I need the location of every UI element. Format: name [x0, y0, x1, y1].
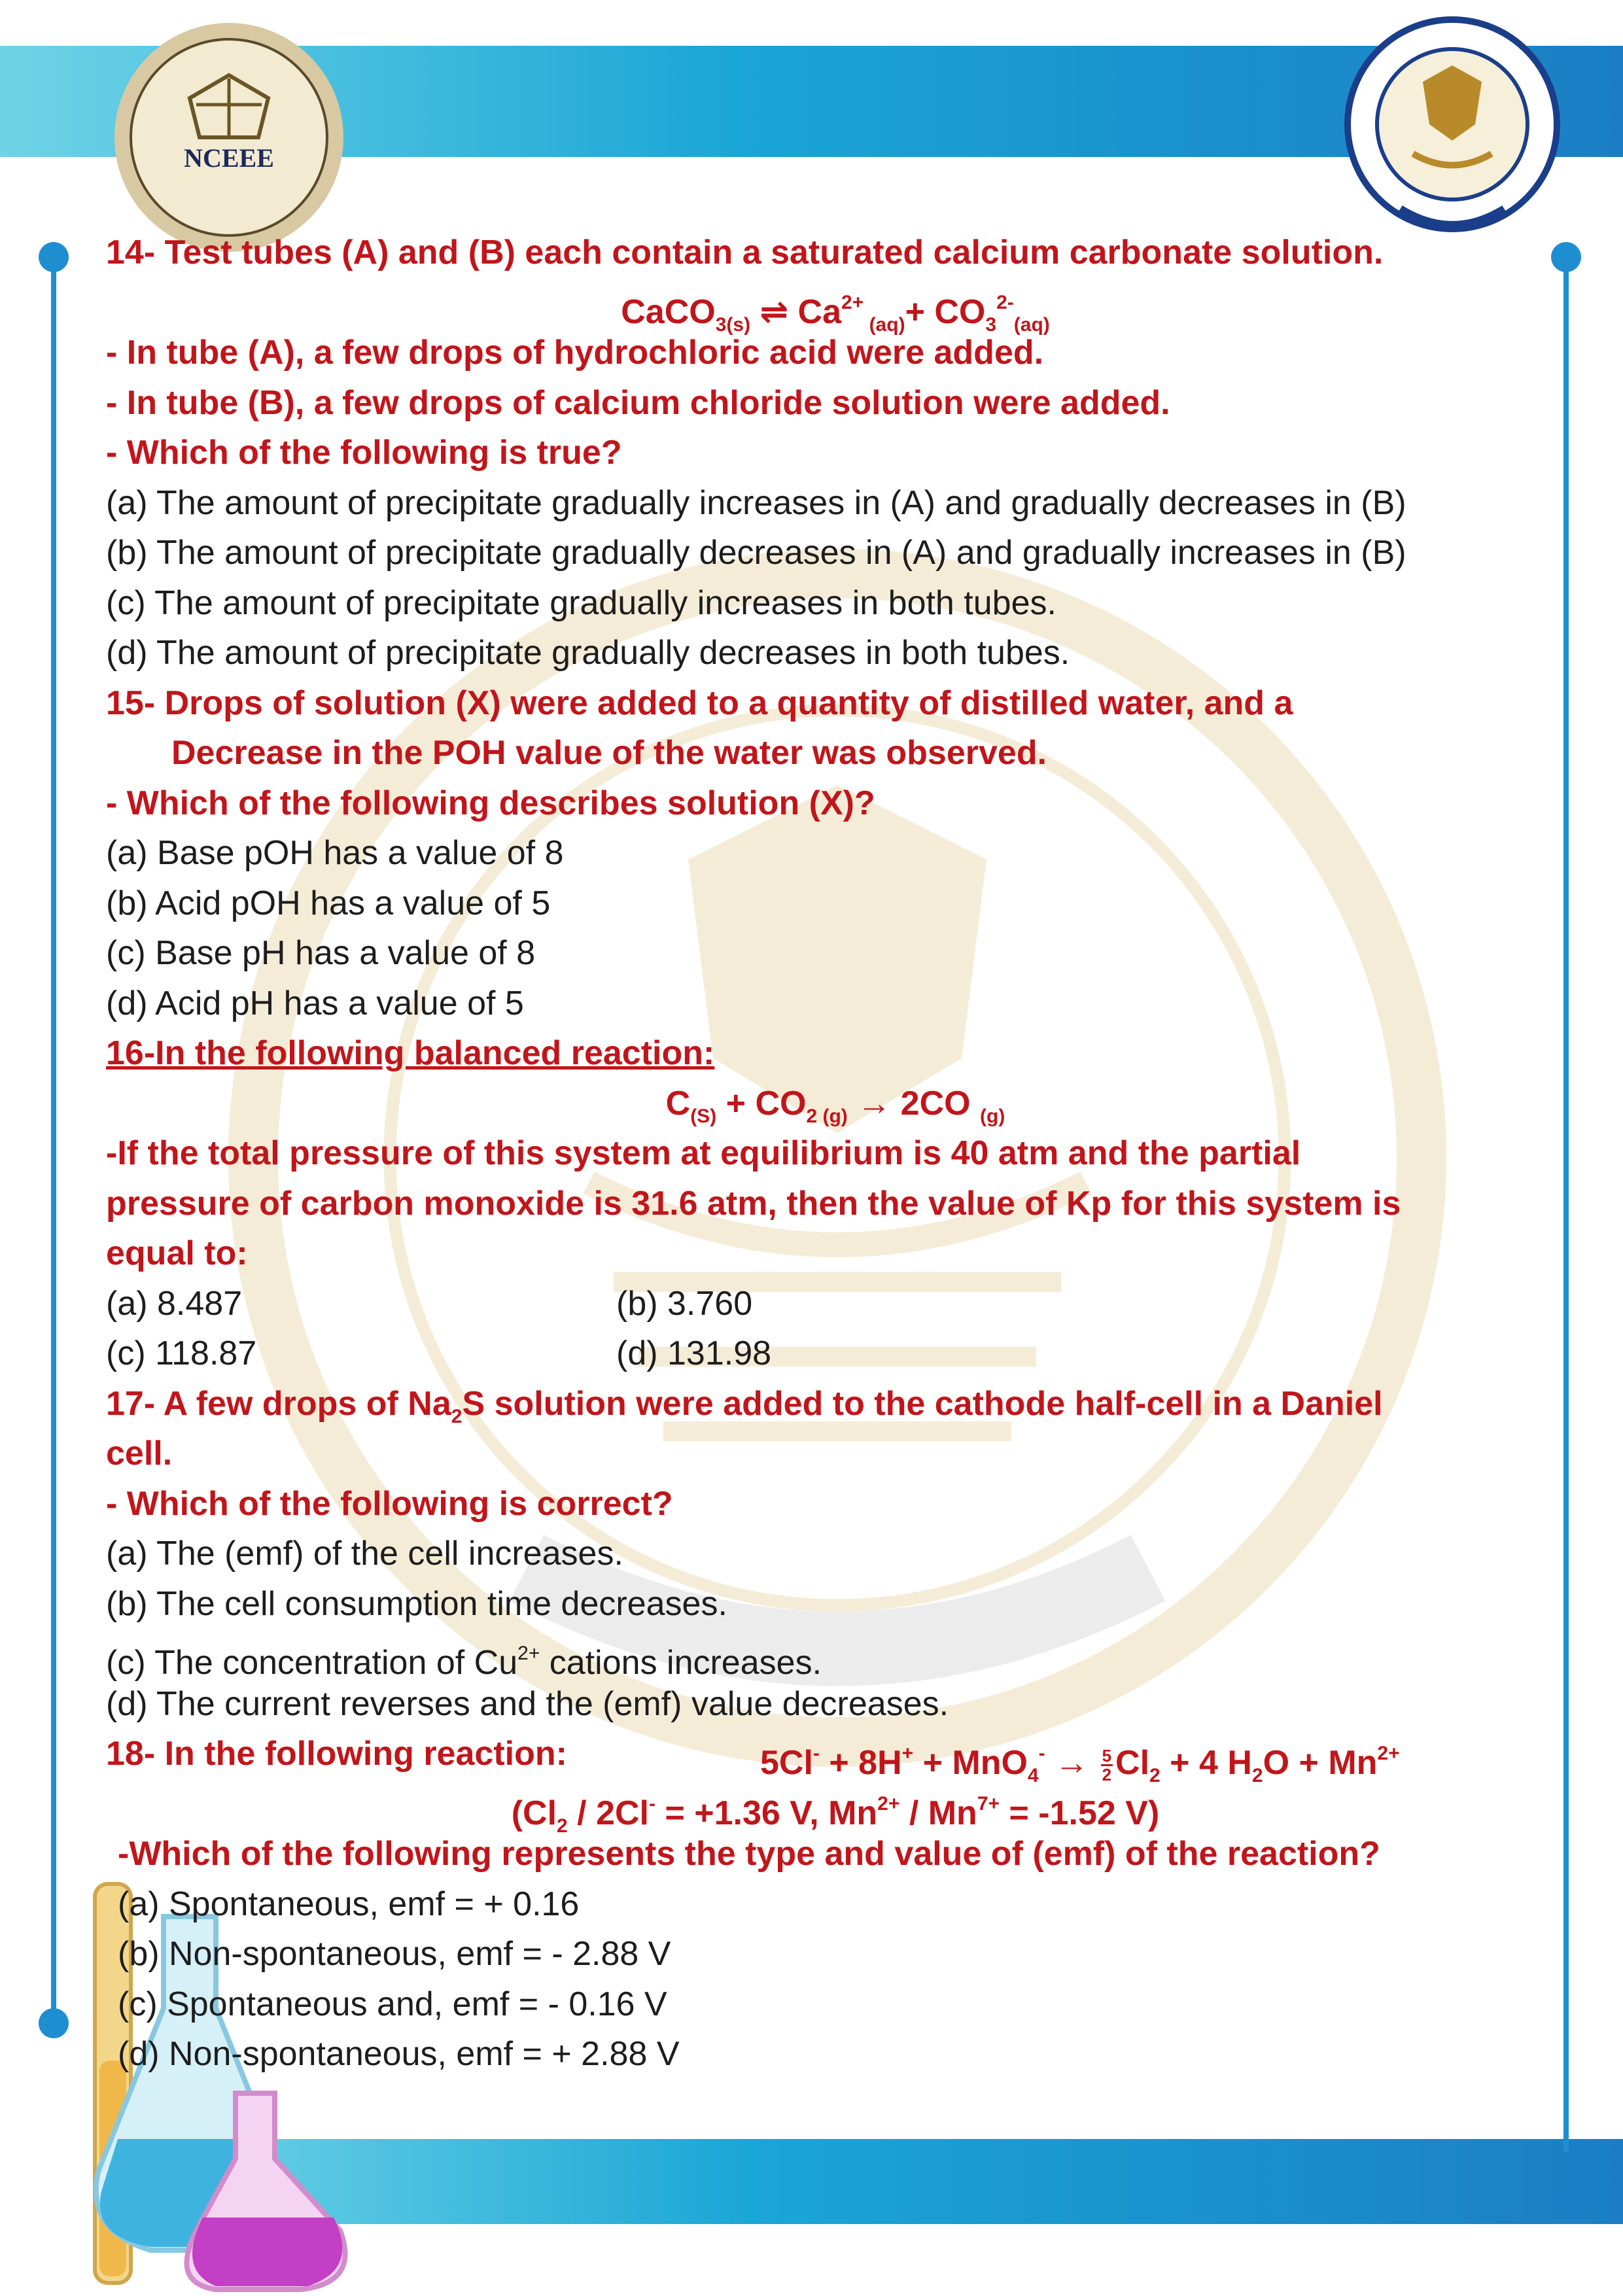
- question-14-option-d: (d) The amount of precipitate gradually decreases in both tubes.: [106, 634, 1070, 672]
- nceee-logo: [105, 13, 353, 262]
- question-16-option-b: (b) 3.760: [616, 1284, 753, 1323]
- question-18-option-b: (b) Non-spontaneous, emf = - 2.88 V: [118, 1935, 671, 1973]
- question-15-option-d: (d) Acid pH has a value of 5: [106, 984, 524, 1022]
- question-18-option-d: (d) Non-spontaneous, emf = + 2.88 V: [118, 2035, 680, 2073]
- question-16-option-d: (d) 131.98: [616, 1334, 772, 1372]
- svg-text:NCEEE: NCEEE: [184, 143, 274, 173]
- question-14-option-a: (a) The amount of precipitate gradually increases in (A) and gradually decreases in (B): [106, 483, 1406, 522]
- question-15-option-c: (c) Base pH has a value of 8: [106, 934, 536, 972]
- exam-questions: [106, 228, 1565, 2079]
- question-14-option-c: (c) The amount of precipitate gradually increases in both tubes.: [106, 583, 1056, 622]
- question-18-equation: 5Cl- + 8H+ + MnO$_4$- → $\frac{5}{2}$ $Cl_2 + 4$ $H_2O + Mn^{2+}$: [760, 1743, 1400, 1786]
- question-17-prompt: - Which of the following is correct?: [106, 1484, 673, 1523]
- question-18-option-c: (c) Spontaneous and, emf = - 0.16 V: [118, 1985, 667, 2023]
- question-16-title: 16-In the following balanced reaction:: [106, 1034, 715, 1072]
- question-18-option-a: (a) Spontaneous, emf = + 0.16: [118, 1885, 580, 1923]
- question-16-options-row: [106, 1279, 1565, 1329]
- question-15-option-b: (b) Acid pOH has a value of 5: [106, 884, 551, 922]
- rail-dot: [39, 242, 69, 272]
- question-14-title: 14- Test tubes (A) and (B) each contain a saturated calcium carbonate solution.: [106, 234, 1384, 271]
- ministry-logo: [1302, 13, 1577, 249]
- question-16-equation: $C_{(S)} + CO_{2 (g)} \to 2CO$ $_{(g)}$: [665, 1084, 1005, 1127]
- question-14-line: - In tube (B), a few drops of calcium chloride solution were added.: [106, 383, 1170, 422]
- question-17-title-cont: cell.: [106, 1435, 173, 1472]
- question-15-prompt: - Which of the following describes solution (X)?: [106, 784, 875, 822]
- question-15-title: 15- Drops of solution (X) were added to a quantity of distilled water, and a: [106, 684, 1293, 722]
- question-17-title: 17- A few drops of $Na_2S$ solution were added to the cathode half-cell in a Daniel: [106, 1384, 1383, 1427]
- question-18-title-row: [106, 1729, 1565, 1786]
- question-14-option-b: (b) The amount of precipitate gradually decreases in (A) and gradually increases in (B): [106, 534, 1406, 572]
- question-16-option-a: (a) 8.487: [106, 1284, 243, 1323]
- question-15-title-cont: Decrease in the POH value of the water was observed.: [171, 734, 1047, 772]
- left-rail: [51, 255, 56, 2021]
- question-17-option-d: (d) The current reverses and the (emf) value decreases.: [106, 1684, 949, 1723]
- question-14-equation: CaCO$_{3(s)}$ ⇌ $Ca^{2+}$ $_{(aq)}+ CO_3^{2-}_{(aq)}$: [621, 291, 1050, 336]
- question-16-line: pressure of carbon monoxide is 31.6 atm, then the value of Kp for this system is: [106, 1184, 1401, 1223]
- question-17-option-a: (a) The (emf) of the cell increases.: [106, 1535, 623, 1573]
- question-16-options-row: [106, 1329, 1565, 1379]
- question-14-prompt: - Which of the following is true?: [106, 434, 622, 472]
- question-17-option-b: (b) The cell consumption time decreases.: [106, 1584, 727, 1623]
- question-18-prompt: -Which of the following represents the type and value of (emf) of the reaction?: [118, 1835, 1380, 1873]
- question-18-title: 18- In the following reaction:: [106, 1735, 567, 1773]
- question-14-line: - In tube (A), a few drops of hydrochloric acid were added.: [106, 334, 1044, 372]
- question-16-line: equal to:: [106, 1234, 248, 1272]
- question-15-option-a: (a) Base pOH has a value of 8: [106, 834, 564, 872]
- question-18-potentials: ($Cl_2 / 2Cl^- = +1.36$ V, $Mn^{2+} / Mn^{7+} = -1.52$ V): [511, 1792, 1160, 1837]
- question-16-line: -If the total pressure of this system at equilibrium is 40 atm and the partial: [106, 1134, 1301, 1172]
- question-16-option-c: (c) 118.87: [106, 1334, 257, 1372]
- question-17-option-c: (c) The concentration of $Cu^{2+}$ cations increases.: [106, 1643, 822, 1682]
